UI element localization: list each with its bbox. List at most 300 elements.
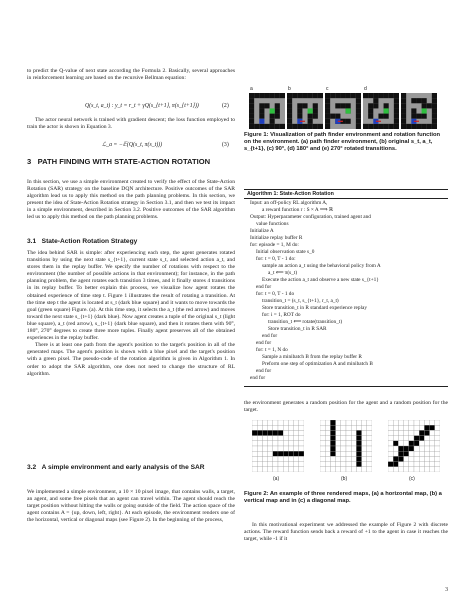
wall-cell: [264, 103, 269, 108]
free-cell: [262, 425, 267, 430]
algorithm-line: Initialize A: [250, 228, 274, 235]
free-cell: [262, 436, 267, 441]
free-cell: [346, 462, 351, 467]
wall-cell: [363, 93, 368, 98]
free-cell: [283, 446, 288, 451]
free-cell: [362, 425, 367, 430]
free-cell: [430, 436, 435, 441]
free-cell: [409, 420, 414, 425]
free-cell: [419, 456, 424, 461]
wall-cell: [330, 93, 335, 98]
algorithm-line: a_t ⟸ π(s_t): [268, 270, 298, 277]
wall-cell: [368, 103, 373, 108]
free-cell: [430, 451, 435, 456]
free-cell: [320, 446, 325, 451]
free-cell: [409, 451, 414, 456]
wall-cell: [252, 430, 257, 435]
wall-cell: [273, 430, 278, 435]
free-cell: [414, 467, 419, 472]
figure-1-label-d: d: [364, 86, 367, 92]
wall-cell: [356, 114, 361, 119]
wall-cell: [356, 446, 361, 451]
free-cell: [346, 441, 351, 446]
wall-cell: [325, 108, 330, 113]
wall-cell: [270, 93, 275, 98]
wall-cell: [393, 441, 398, 446]
free-cell: [356, 420, 361, 425]
wall-cell: [427, 103, 432, 108]
free-cell: [273, 441, 278, 446]
free-cell: [288, 420, 293, 425]
free-cell: [294, 436, 299, 441]
free-cell: [257, 425, 262, 430]
free-cell: [404, 456, 409, 461]
free-cell: [336, 425, 341, 430]
free-cell: [435, 467, 440, 472]
free-cell: [362, 436, 367, 441]
algorithm-line: value functions: [256, 221, 289, 228]
free-cell: [294, 430, 299, 435]
free-cell: [430, 467, 435, 472]
algorithm-line: for: t = 1, N do: [256, 347, 288, 354]
free-cell: [273, 456, 278, 461]
free-cell: [341, 436, 346, 441]
free-cell: [262, 451, 267, 456]
free-cell: [404, 441, 409, 446]
wall-cell: [280, 93, 285, 98]
wall-cell: [259, 124, 264, 129]
free-cell: [424, 456, 429, 461]
free-cell: [419, 446, 424, 451]
wall-cell: [325, 93, 330, 98]
free-cell: [356, 467, 361, 472]
wall-cell: [363, 124, 368, 129]
wall-cell: [384, 114, 389, 119]
free-cell: [341, 430, 346, 435]
wall-cell: [288, 451, 293, 456]
free-cell: [262, 420, 267, 425]
free-cell: [262, 456, 267, 461]
free-cell: [367, 441, 372, 446]
figure-1-panel: [249, 93, 285, 129]
free-cell: [325, 441, 330, 446]
wall-cell: [270, 119, 275, 124]
algorithm-line: transition_t ⟸ rotate(transition_t): [268, 319, 343, 326]
wall-cell: [424, 430, 429, 435]
free-cell: [336, 467, 341, 472]
free-cell: [252, 436, 257, 441]
wall-cell: [406, 124, 411, 129]
wall-cell: [325, 103, 330, 108]
free-cell: [288, 430, 293, 435]
free-cell: [393, 420, 398, 425]
free-cell: [299, 420, 304, 425]
wall-cell: [430, 425, 435, 430]
free-cell: [404, 467, 409, 472]
free-cell: [414, 425, 419, 430]
wall-cell: [340, 93, 345, 98]
free-cell: [351, 436, 356, 441]
free-cell: [294, 456, 299, 461]
wall-cell: [398, 451, 403, 456]
free-cell: [435, 425, 440, 430]
free-cell: [278, 425, 283, 430]
figure-1-panel: [325, 93, 361, 129]
free-cell: [288, 436, 293, 441]
free-cell: [325, 451, 330, 456]
wall-cell: [356, 430, 361, 435]
free-cell: [414, 420, 419, 425]
wall-cell: [378, 93, 383, 98]
free-cell: [341, 446, 346, 451]
wall-cell: [313, 93, 318, 98]
wall-cell: [280, 124, 285, 129]
wall-cell: [394, 114, 399, 119]
free-cell: [283, 430, 288, 435]
wall-cell: [356, 108, 361, 113]
wall-cell: [422, 98, 427, 103]
wall-cell: [422, 124, 427, 129]
wall-cell: [302, 93, 307, 98]
wall-cell: [287, 114, 292, 119]
free-cell: [336, 436, 341, 441]
wall-cell: [325, 114, 330, 119]
free-cell: [325, 467, 330, 472]
wall-cell: [287, 108, 292, 113]
free-cell: [435, 430, 440, 435]
wall-cell: [330, 114, 335, 119]
free-cell: [341, 451, 346, 456]
wall-cell: [384, 124, 389, 129]
free-cell: [409, 456, 414, 461]
free-cell: [398, 420, 403, 425]
free-cell: [351, 451, 356, 456]
free-cell: [288, 462, 293, 467]
figure-1-panel: [401, 93, 437, 129]
free-cell: [299, 425, 304, 430]
algorithm-line: Store transition_t in R SAR: [268, 326, 327, 333]
free-cell: [409, 462, 414, 467]
target-cell: [422, 108, 427, 113]
free-cell: [268, 462, 273, 467]
section-3-1-paragraph-1: The idea behind SAR is simple: after experiencing each step, the agent generates rotated transitions by using the next state s_{t+1}, current state s_t, and selected action a_t, and stores them in the replay buffer. We specify the number of rotations with respect to the environment (the number of possible actions in that environment); for instance, in the path planning problem, the agent rotates each transition 3 times, and it finally stores 4 transitions in its replay buffer. To better explain this process, we visualize how agent rotates the obtained experience of time step t. Figure 1 illustrates the result of rotating a transition. At the time step t the agent is located at s_t (dark blue square) and it wants to move towards the goal (green square) Figure. (a). At this time step, it selects the a_t (the red arrow) and moves toward the next state s_{t+1} (dark blue). Now agent creates a tuple of the original s_t (light blue square), a_t (red arrow), s_{t+1} (dark blue square), and then it rotates them with 90°, 180°, 270° degrees to create three more tuples. Finally agent preserves all of the obtained experiences in the replay buffer.: [27, 250, 235, 342]
wall-cell: [422, 103, 427, 108]
free-cell: [367, 451, 372, 456]
target-cell: [346, 108, 351, 113]
figure-1-caption: Figure 1: Visualization of path finder environment and rotation function on the environment. (a) path finder environment, (b) original s_t, a_t, s_{t+1}, (c) 90°, (d) 180° and (e) 270° rotated transitions.: [244, 132, 441, 153]
wall-cell: [275, 124, 280, 129]
free-cell: [330, 456, 335, 461]
free-cell: [393, 425, 398, 430]
wall-cell: [335, 93, 340, 98]
free-cell: [419, 467, 424, 472]
wall-cell: [249, 124, 254, 129]
free-cell: [424, 462, 429, 467]
wall-cell: [297, 103, 302, 108]
wall-cell: [356, 441, 361, 446]
wall-cell: [297, 114, 302, 119]
free-cell: [252, 420, 257, 425]
wall-cell: [432, 93, 437, 98]
free-cell: [299, 462, 304, 467]
free-cell: [393, 451, 398, 456]
free-cell: [288, 467, 293, 472]
algorithm-line: sample an action a_t using the behavioral policy from A: [262, 263, 381, 270]
wall-cell: [401, 98, 406, 103]
free-cell: [257, 451, 262, 456]
free-cell: [430, 420, 435, 425]
wall-cell: [264, 93, 269, 98]
wall-cell: [275, 93, 280, 98]
wall-cell: [356, 124, 361, 129]
wall-cell: [373, 98, 378, 103]
algorithm-line: for: t = 0, T - 1 do:: [256, 256, 296, 263]
free-cell: [419, 462, 424, 467]
free-cell: [283, 420, 288, 425]
free-cell: [351, 441, 356, 446]
wall-cell: [416, 124, 421, 129]
wall-cell: [393, 456, 398, 461]
free-cell: [294, 420, 299, 425]
free-cell: [362, 441, 367, 446]
wall-cell: [389, 93, 394, 98]
free-cell: [283, 441, 288, 446]
free-cell: [320, 441, 325, 446]
wall-cell: [384, 93, 389, 98]
wall-cell: [346, 119, 351, 124]
wall-cell: [302, 103, 307, 108]
free-cell: [336, 446, 341, 451]
wall-cell: [270, 124, 275, 129]
section-3-2-number: 3.2: [27, 464, 37, 471]
algorithm-line: end for: [250, 375, 266, 382]
wall-cell: [356, 462, 361, 467]
free-cell: [294, 441, 299, 446]
free-cell: [351, 425, 356, 430]
free-cell: [336, 456, 341, 461]
free-cell: [257, 441, 262, 446]
wall-cell: [416, 114, 421, 119]
wall-cell: [318, 124, 323, 129]
free-cell: [268, 436, 273, 441]
wall-cell: [308, 114, 313, 119]
free-cell: [273, 446, 278, 451]
algorithm-line: end for: [256, 284, 272, 291]
after-algorithm-paragraph: [244, 400, 448, 414]
free-cell: [262, 446, 267, 451]
free-cell: [346, 456, 351, 461]
free-cell: [367, 467, 372, 472]
vertical-map: [320, 420, 372, 472]
free-cell: [273, 420, 278, 425]
algorithm-line: Preform one step of optimization A and minibatch B: [262, 361, 373, 368]
wall-cell: [249, 119, 254, 124]
wall-cell: [356, 98, 361, 103]
wall-cell: [325, 124, 330, 129]
wall-cell: [330, 451, 335, 456]
wall-cell: [356, 93, 361, 98]
free-cell: [299, 436, 304, 441]
free-cell: [435, 456, 440, 461]
free-cell: [299, 467, 304, 472]
wall-cell: [287, 93, 292, 98]
free-cell: [362, 446, 367, 451]
free-cell: [320, 425, 325, 430]
wall-cell: [424, 425, 429, 430]
intro-text: to predict the Q-value of next state according the Formula 2. Basically, several approaches in reinforcement learning are based on the recursive Bellman equation:: [27, 68, 235, 82]
wall-cell: [270, 114, 275, 119]
free-cell: [367, 456, 372, 461]
wall-cell: [313, 114, 318, 119]
wall-cell: [432, 119, 437, 124]
final-paragraph: [244, 522, 448, 543]
wall-cell: [378, 124, 383, 129]
wall-cell: [278, 430, 283, 435]
free-cell: [409, 467, 414, 472]
free-cell: [325, 430, 330, 435]
wall-cell: [389, 124, 394, 129]
free-cell: [325, 420, 330, 425]
free-cell: [330, 462, 335, 467]
free-cell: [252, 456, 257, 461]
free-cell: [409, 436, 414, 441]
figure-1-label-c: c: [326, 86, 329, 92]
free-cell: [268, 446, 273, 451]
wall-cell: [249, 108, 254, 113]
free-cell: [388, 420, 393, 425]
wall-cell: [356, 119, 361, 124]
wall-cell: [384, 103, 389, 108]
free-cell: [283, 425, 288, 430]
figure-2-label-c: (c): [409, 476, 415, 482]
free-cell: [336, 420, 341, 425]
free-cell: [424, 420, 429, 425]
wall-cell: [368, 108, 373, 113]
free-cell: [346, 446, 351, 451]
section-3-title: PATH FINDING WITH STATE-ACTION ROTATION: [37, 157, 211, 166]
free-cell: [404, 420, 409, 425]
wall-cell: [401, 124, 406, 129]
free-cell: [273, 467, 278, 472]
section-3-1-body: [27, 250, 235, 378]
free-cell: [252, 425, 257, 430]
section-3-2-heading: [27, 464, 235, 472]
wall-cell: [275, 108, 280, 113]
wall-cell: [273, 451, 278, 456]
algorithm-line: a reward function r : S × A ⟹ ℝ: [262, 207, 333, 214]
algorithm-line: end for: [256, 340, 272, 347]
free-cell: [294, 467, 299, 472]
free-cell: [393, 436, 398, 441]
wall-cell: [419, 430, 424, 435]
wall-cell: [249, 93, 254, 98]
figure-2-label-a: (a): [273, 476, 280, 482]
free-cell: [424, 451, 429, 456]
free-cell: [283, 456, 288, 461]
free-cell: [398, 436, 403, 441]
free-cell: [367, 420, 372, 425]
free-cell: [257, 436, 262, 441]
free-cell: [435, 446, 440, 451]
free-cell: [435, 441, 440, 446]
wall-cell: [325, 98, 330, 103]
free-cell: [341, 467, 346, 472]
free-cell: [388, 446, 393, 451]
free-cell: [288, 446, 293, 451]
free-cell: [257, 467, 262, 472]
free-cell: [288, 441, 293, 446]
free-cell: [362, 456, 367, 461]
free-cell: [320, 451, 325, 456]
wall-cell: [356, 103, 361, 108]
free-cell: [320, 430, 325, 435]
wall-cell: [299, 451, 304, 456]
free-cell: [288, 425, 293, 430]
section-3-heading: [27, 157, 235, 166]
wall-cell: [340, 103, 345, 108]
algorithm-1-box: [244, 189, 448, 387]
free-cell: [362, 451, 367, 456]
free-cell: [430, 456, 435, 461]
wall-cell: [422, 114, 427, 119]
wall-cell: [356, 436, 361, 441]
target-cell: [308, 108, 313, 113]
wall-cell: [411, 114, 416, 119]
free-cell: [262, 467, 267, 472]
free-cell: [346, 451, 351, 456]
free-cell: [424, 441, 429, 446]
free-cell: [424, 467, 429, 472]
free-cell: [278, 446, 283, 451]
free-cell: [362, 420, 367, 425]
free-cell: [430, 446, 435, 451]
free-cell: [325, 436, 330, 441]
wall-cell: [292, 124, 297, 129]
wall-cell: [388, 462, 393, 467]
free-cell: [398, 425, 403, 430]
actor-text: The actor neural network is trained with gradient descent; the loss function employed to train the actor is shown in Equation 3.: [27, 117, 235, 131]
free-cell: [252, 462, 257, 467]
section-3-2-body: [27, 489, 235, 524]
wall-cell: [249, 103, 254, 108]
figure-1-panel: [363, 93, 399, 129]
free-cell: [414, 451, 419, 456]
algorithm-line: end for: [262, 333, 278, 340]
wall-cell: [373, 124, 378, 129]
free-cell: [388, 425, 393, 430]
free-cell: [283, 462, 288, 467]
wall-cell: [262, 430, 267, 435]
wall-cell: [335, 114, 340, 119]
wall-cell: [394, 93, 399, 98]
free-cell: [409, 425, 414, 430]
free-cell: [351, 456, 356, 461]
equation-2: Q(s_t, a_t) : y_t = r_t + γQ(s_{t+1}, π(s_{t+1})): [85, 103, 199, 109]
wall-cell: [297, 108, 302, 113]
section-3-text: In this section, we use a simple environment created to verify the effect of the State-Action Rotation (SAR) strategy on the baseline DQN architecture. Positive outcomes of the SAR algorithm lead us to apply this method on the path planning problems. In this section, we present the idea of State-Action Rotation strategy in Section 3.1, and then we test its impact in a simple environment, described in Section 3.2. Positive outcomes of the SAR algorithm led us to apply this method on the path planning problems.: [27, 179, 235, 221]
wall-cell: [411, 108, 416, 113]
algorithm-line: transition_t = (s_t, s_{t+1}, r_t, a_t): [262, 298, 339, 305]
free-cell: [424, 436, 429, 441]
wall-cell: [401, 108, 406, 113]
free-cell: [257, 446, 262, 451]
wall-cell: [287, 119, 292, 124]
diagonal-map: [388, 420, 440, 472]
free-cell: [435, 462, 440, 467]
wall-cell: [318, 93, 323, 98]
free-cell: [419, 425, 424, 430]
wall-cell: [287, 98, 292, 103]
